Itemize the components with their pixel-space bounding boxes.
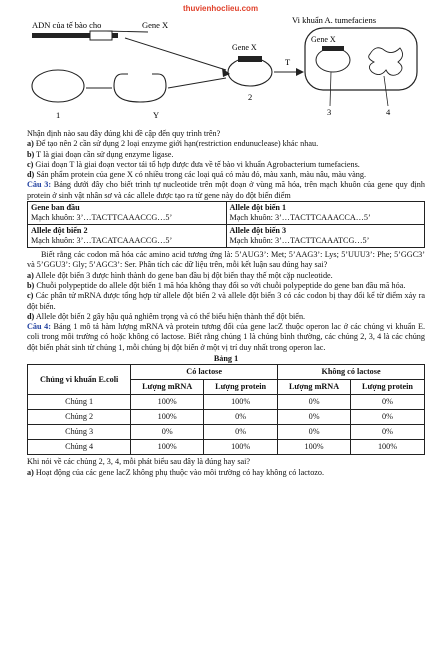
bacteria-label: Vi khuẩn A. tumefaciens	[292, 15, 376, 25]
plasmid-2-insert	[238, 56, 262, 62]
donor-dna-label: ADN của tế bào cho	[32, 20, 102, 30]
q-intro: Nhận định nào sau đây đúng khi đề cập đến quy trình trên?	[27, 129, 221, 138]
label-t: T	[285, 57, 291, 67]
q-option-b: b) T là giai đoạn cần sử dụng enzyme ligase.	[27, 149, 174, 159]
watermark: thuvienhoclieu.com	[182, 4, 259, 13]
plasmid-2-gene-label: Gene X	[232, 43, 257, 52]
q-option-d: d) Sản phẩm protein của gene X có nhiều trong các loại quả có màu đỏ, màu xanh, màu nâu, màu vàng.	[27, 170, 366, 180]
allele-cell: Allele đột biến 3 Mạch khuôn: 3’…TACTTCAAATCG…5’	[226, 225, 425, 248]
q3-option-b: b) Chuỗi polypeptide do allele đột biến 1 mã hóa không thay đổi so với chuỗi polypeptide do gene ban đầu mã hóa.	[27, 280, 406, 290]
label-3: 3	[327, 107, 332, 117]
table-row: Chủng 4 100% 100% 100% 100%	[28, 440, 425, 455]
opened-plasmid-y	[114, 74, 166, 102]
allele-cell: Allele đột biến 1 Mạch khuôn: 3’…TACTTCAAACCA…5’	[226, 202, 425, 225]
header-strain: Chủng vi khuẩn E.coli	[28, 365, 131, 395]
arrow-to-2b	[168, 78, 226, 88]
plasmid-1	[32, 70, 84, 102]
arrow-to-2a	[125, 38, 226, 70]
table-row: Chủng 1 100% 100% 0% 0%	[28, 395, 425, 410]
q-option-a: a) Để tạo nên 2 cần sử dụng 2 loại enzyme giới hạn(restriction endunuclease) khác nhau.	[27, 139, 319, 149]
header-without-lactose: Không có lactose	[278, 365, 425, 380]
label-2: 2	[248, 92, 253, 102]
table-caption: Bảng 1	[213, 354, 239, 364]
cloning-diagram	[30, 14, 420, 124]
header-with-lactose: Có lactose	[131, 365, 278, 380]
header-protein: Lượng protein	[204, 380, 278, 395]
q3-option-d: d) Allele đột biến 2 gây hậu quả nghiêm trọng và có thể biểu hiện thành thể đột biến.	[27, 311, 306, 321]
q-option-c: c) Giai đoạn T là giai đoạn vector tái tổ hợp được đưa về tế bào vi khuẩn Agrobacterium tumefaciens.	[27, 159, 360, 169]
donor-gene-x-label: Gene X	[142, 20, 169, 30]
label-4: 4	[386, 107, 391, 117]
header-protein: Lượng protein	[351, 380, 425, 395]
label-1: 1	[56, 110, 61, 120]
allele-cell: Gene ban đầu Mạch khuôn: 3’…TACTTCAAACCG…5’	[28, 202, 227, 225]
q4-after: Khi nói về các chủng 2, 3, 4, mỗi phát biểu sau đây là đúng hay sai?	[27, 457, 251, 467]
allele-table	[27, 201, 425, 248]
q3-option-c: c) Các phân tử mRNA được tổng hợp từ allele đột biến 2 và allele đột biến 3 có các codon bị thay đổi kể từ điểm xảy ra đột biến.	[27, 291, 425, 311]
header-mrna: Lượng mRNA	[278, 380, 351, 395]
q4-option-a: a) Hoạt động của các gene lacZ không phụ thuộc vào môi trường có hay không có lactozo.	[27, 467, 325, 477]
label-y: Y	[153, 110, 160, 120]
q3-codons: Biết rằng các codon mã hóa các amino acid tương ứng là: 5’AUG3’: Met; 5’AAG3’: Lys; 5’UUU3’: Phe; 5’GGC3’ và 5’GGU3’: Gly; 5’AGC3’: Ser. Phân tích các dữ liệu trên, mỗi kết luận sau đúng hay sai?	[27, 250, 425, 270]
table-row: Chủng 2 100% 0% 0% 0%	[28, 410, 425, 425]
q4-stem: Câu 4: Bảng 1 mô tả hàm lượng mRNA và protein tương đối của gene lacZ thuộc operon lac ở các chủng vi khuẩn E. coli trong môi trường có hoặc không có lactose. Biết rằng chủng 1 là chủng bình thường, các chủng 2, 3, 4 là các chủng đột biến phát sinh từ chủng 1, mỗi chủng bị đột biến ở một vị trí duy nhất trong operon lac.	[27, 322, 425, 352]
donor-gene-x-segment	[90, 31, 112, 40]
recombinant-plasmid-2	[228, 58, 272, 86]
lac-table	[27, 364, 425, 455]
q3-stem: Câu 3: Bảng dưới đây cho biết trình tự nucleotide trên một đoạn ở vùng mã hóa, trên mạch khuôn của gene quy định protein ở sinh vật nhân sơ và các allele được tạo ra từ gene này do đột biến điểm	[27, 180, 425, 200]
bacterium-plasmid	[316, 48, 350, 72]
table-row: Chủng 3 0% 0% 0% 0%	[28, 425, 425, 440]
question-body	[27, 129, 425, 478]
bacterial-chromosome	[369, 48, 403, 76]
header-mrna: Lượng mRNA	[131, 380, 204, 395]
q3-option-a: a) Allele đột biến 3 được hình thành do gene ban đầu bị đột biến thay thế một cặp nucleotide.	[27, 270, 333, 280]
allele-cell: Allele đột biến 2 Mạch khuôn: 3’…TACATCAAACCG…5’	[28, 225, 227, 248]
bacterium-gene-label: Gene X	[311, 35, 336, 44]
